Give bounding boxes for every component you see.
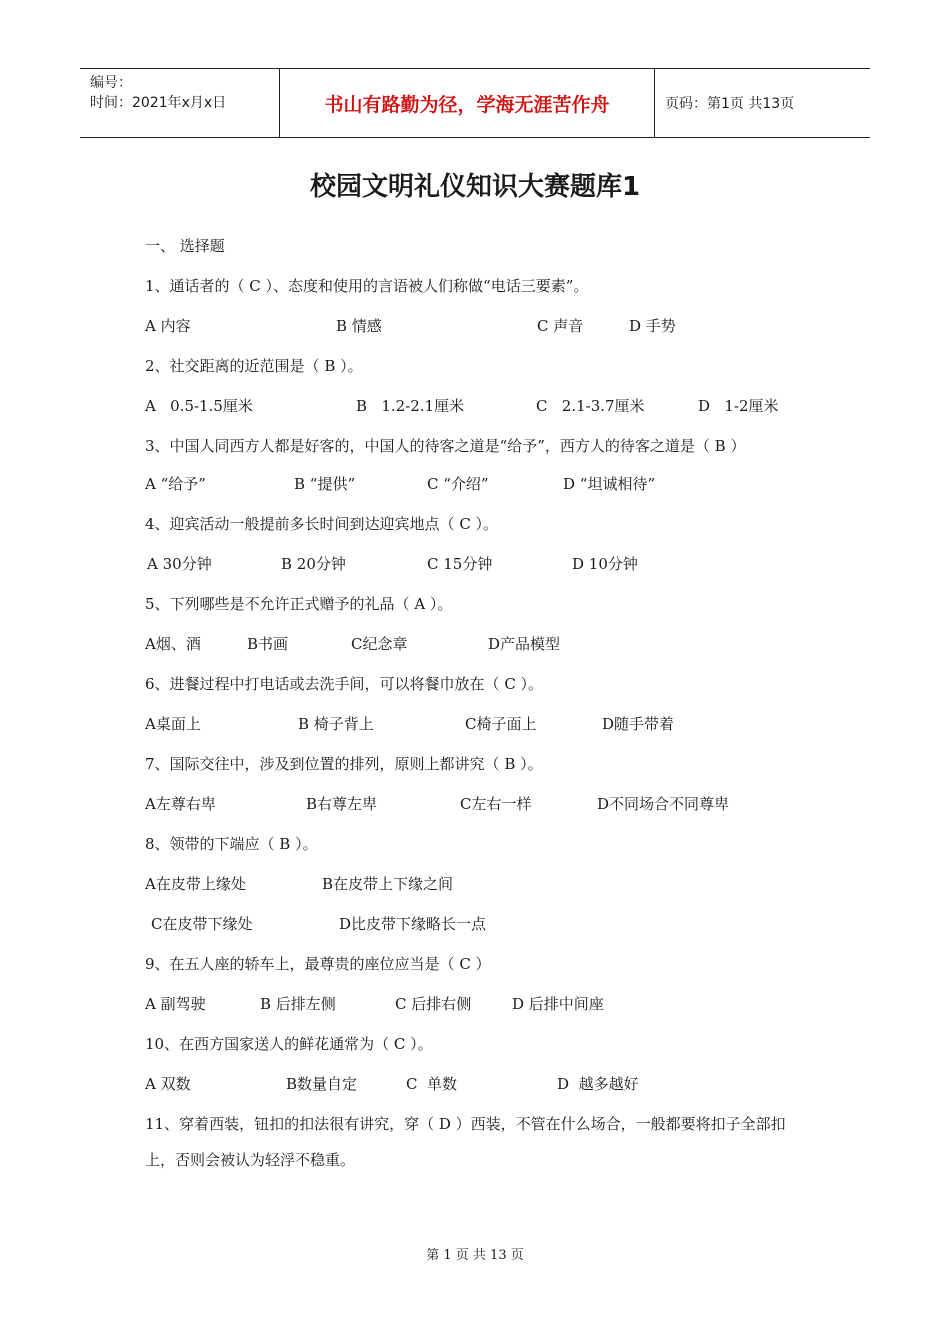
option: C 15分钟 <box>427 555 493 573</box>
options-6 <box>145 704 805 744</box>
page-header <box>80 68 870 138</box>
options-9 <box>145 984 805 1024</box>
question-10: 10、在西方国家送人的鲜花通常为（ C ）。 <box>145 1035 433 1053</box>
option: A 双数 <box>145 1075 191 1093</box>
question-11: 11、穿着西装，钮扣的扣法很有讲究，穿（ D ）西装，不管在什么场合，一般都要将扣子全部扣上，否则会被认为轻浮不稳重。 <box>145 1115 786 1169</box>
option: B 20分钟 <box>281 555 346 573</box>
time-label: 时间：2021年x月x日 <box>90 95 227 111</box>
option: D比皮带下缘略长一点 <box>339 915 487 933</box>
option: A 30分钟 <box>147 555 212 573</box>
option: B书画 <box>247 635 289 653</box>
option: C 单数 <box>406 1075 458 1093</box>
number-label: 编号： <box>90 75 132 91</box>
question-3: 3、中国人同西方人都是好客的，中国人的待客之道是“给予”，西方人的待客之道是（ B ） <box>145 437 746 455</box>
option: D 后排中间座 <box>512 995 604 1013</box>
option: D 1-2厘米 <box>698 397 779 415</box>
option: C 后排右侧 <box>395 995 472 1013</box>
header-page-info: 页码：第1页 共13页 <box>665 96 795 112</box>
option: B 椅子背上 <box>298 715 374 733</box>
option: B右尊左卑 <box>306 795 378 813</box>
question-4: 4、迎宾活动一般提前多长时间到达迎宾地点（ C ）。 <box>145 515 499 533</box>
option: A 内容 <box>145 317 191 335</box>
option: B 1.2-2.1厘米 <box>356 397 465 415</box>
question-5: 5、下列哪些是不允许正式赠予的礼品（ A ）。 <box>145 595 453 613</box>
option: D 手势 <box>629 317 676 335</box>
option: C纪念章 <box>351 635 408 653</box>
option: A 副驾驶 <box>145 995 206 1013</box>
question-9: 9、在五人座的轿车上，最尊贵的座位应当是（ C ） <box>145 955 491 973</box>
options-1 <box>145 306 805 346</box>
document-title: 校园文明礼仪知识大赛题库1 <box>309 172 641 202</box>
option: C 2.1-3.7厘米 <box>536 397 645 415</box>
options-10 <box>145 1064 805 1104</box>
options-3 <box>145 464 805 504</box>
options-7 <box>145 784 805 824</box>
question-list <box>145 226 805 1178</box>
option: D不同场合不同尊卑 <box>597 795 730 813</box>
option: C左右一样 <box>460 795 532 813</box>
question-7: 7、国际交往中，涉及到位置的排列，原则上都讲究（ B ）。 <box>145 755 543 773</box>
question-1: 1、通话者的（ C ）、态度和使用的言语被人们称做“电话三要素”。 <box>145 277 589 295</box>
header-motto: 书山有路勤为径，学海无涯苦作舟 <box>280 69 655 137</box>
option: B “提供” <box>294 475 356 493</box>
options-4 <box>145 544 805 584</box>
section-heading: 一、 选择题 <box>145 237 225 255</box>
option: B 情感 <box>336 317 382 335</box>
page-footer: 第 1 页 共 13 页 <box>426 1248 524 1263</box>
options-5 <box>145 624 805 664</box>
question-8: 8、领带的下端应（ B ）。 <box>145 835 318 853</box>
option: D “坦诚相待” <box>563 475 656 493</box>
option: A桌面上 <box>145 715 201 733</box>
option: A “给予” <box>145 475 206 493</box>
option: C 声音 <box>537 317 584 335</box>
option: B在皮带上下缘之间 <box>322 875 454 893</box>
question-6: 6、进餐过程中打电话或去洗手间，可以将餐巾放在（ C ）。 <box>145 675 544 693</box>
option: C椅子面上 <box>465 715 537 733</box>
option: B数量自定 <box>286 1075 358 1093</box>
options-8a <box>145 864 805 904</box>
options-2 <box>145 386 805 426</box>
option: D 越多越好 <box>557 1075 639 1093</box>
option: A烟、酒 <box>145 635 201 653</box>
option: A在皮带上缘处 <box>145 875 246 893</box>
option: D 10分钟 <box>572 555 638 573</box>
option: C “介绍” <box>427 475 489 493</box>
option: C在皮带下缘处 <box>151 915 253 933</box>
option: D随手带着 <box>602 715 675 733</box>
option: A 0.5-1.5厘米 <box>145 397 253 415</box>
header-meta <box>80 69 280 137</box>
option: D产品模型 <box>488 635 561 653</box>
options-8b <box>145 904 805 944</box>
option: B 后排左侧 <box>260 995 336 1013</box>
option: A左尊右卑 <box>145 795 216 813</box>
question-2: 2、社交距离的近范围是（ B ）。 <box>145 357 363 375</box>
